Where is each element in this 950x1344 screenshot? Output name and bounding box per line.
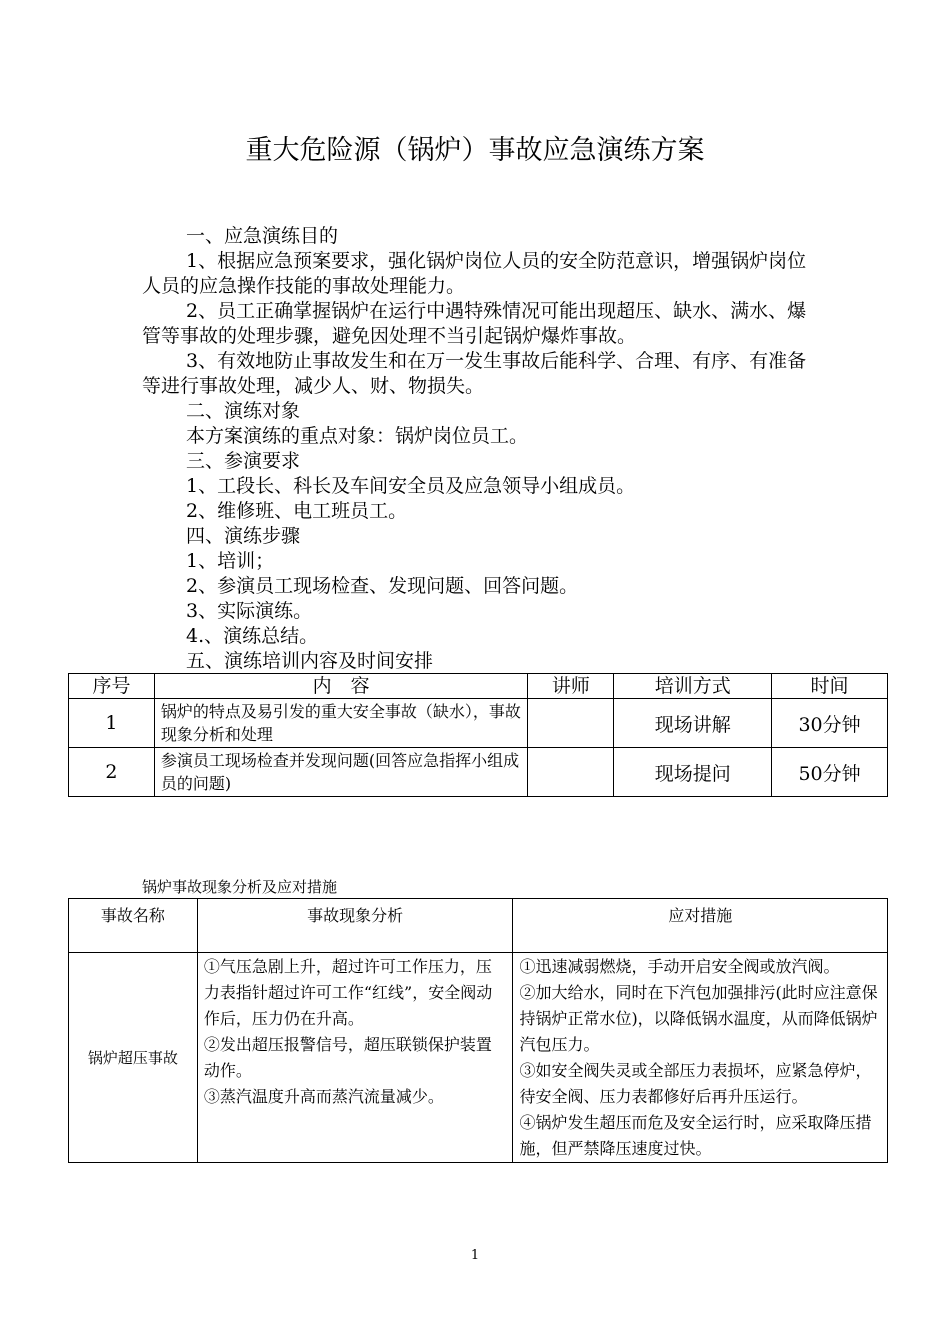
header-cell: 应对措施 (513, 899, 888, 953)
lecturer (528, 699, 614, 748)
paragraph: 2、员工正确掌握锅炉在运行中遇特殊情况可能出现超压、缺水、满水、爆管等事故的处理步骤，避免因处理不当引起锅炉爆炸事故。 (142, 300, 807, 347)
header-cell: 内 容 (154, 674, 528, 699)
accident-analysis-table (68, 898, 888, 1163)
section-heading: 一、应急演练目的 (186, 225, 339, 247)
paragraph: 1、根据应急预案要求，强化锅炉岗位人员的安全防范意识，增强锅炉岗位人员的应急操作技能的事故处理能力。 (142, 250, 807, 297)
phenomenon-item: ②发出超压报警信号，超压联锁保护装置动作。 (203, 1035, 492, 1080)
table-header-row (69, 674, 888, 699)
analysis-table-caption: 锅炉事故现象分析及应对措施 (142, 878, 338, 896)
measures-cell (513, 953, 888, 1163)
table-header-row (69, 899, 888, 953)
page-number: 1 (470, 1248, 480, 1263)
measure-item: ④锅炉发生超压而危及安全运行时，应采取降压措施，但严禁降压速度过快。 (519, 1113, 872, 1158)
phenomenon-item: ③蒸汽温度升高而蒸汽流量减少。 (203, 1087, 444, 1106)
document-title: 重大危险源（锅炉）事故应急演练方案 (245, 135, 705, 166)
section-heading: 四、演练步骤 (186, 525, 301, 547)
measure-item: ②加大给水，同时在下汽包加强排污(此时应注意保持锅炉正常水位)，以降低锅水温度，从而降低锅炉汽包压力。 (519, 983, 878, 1054)
header-cell: 培训方式 (614, 674, 772, 699)
accident-name: 锅炉超压事故 (69, 953, 198, 1163)
paragraph: 3、实际演练。 (186, 600, 313, 622)
training-content: 参演员工现场检查并发现问题(回答应急指挥小组成员的问题) (154, 748, 528, 797)
paragraph: 1、工段长、科长及车间安全员及应急领导小组成员。 (186, 475, 636, 497)
row-number: 2 (69, 748, 155, 797)
paragraph: 2、维修班、电工班员工。 (186, 500, 408, 522)
header-cell: 序号 (69, 674, 155, 699)
section-heading: 五、演练培训内容及时间安排 (186, 650, 434, 672)
section-heading: 二、演练对象 (186, 400, 301, 422)
paragraph: 4.、演练总结。 (186, 625, 319, 647)
phenomena-cell (197, 953, 513, 1163)
header-cell: 事故现象分析 (197, 899, 513, 953)
training-content: 锅炉的特点及易引发的重大安全事故（缺水），事故现象分析和处理 (154, 699, 528, 748)
table-row (69, 748, 888, 797)
lecturer (528, 748, 614, 797)
training-time: 50分钟 (772, 748, 888, 797)
training-time: 30分钟 (772, 699, 888, 748)
header-cell: 时间 (772, 674, 888, 699)
measure-item: ③如安全阀失灵或全部压力表损坏，应紧急停炉，待安全阀、压力表都修好后再升压运行。 (519, 1061, 872, 1106)
paragraph: 本方案演练的重点对象：锅炉岗位员工。 (186, 425, 529, 447)
header-cell: 事故名称 (69, 899, 198, 953)
measure-item: ①迅速减弱燃烧，手动开启安全阀或放汽阀。 (519, 957, 840, 976)
document-body (142, 224, 822, 674)
training-method: 现场提问 (614, 748, 772, 797)
header-cell: 讲师 (528, 674, 614, 699)
paragraph: 1、培训； (186, 550, 275, 572)
training-schedule-table (68, 673, 888, 797)
paragraph: 2、参演员工现场检查、发现问题、回答问题。 (186, 575, 579, 597)
phenomenon-item: ①气压急剧上升，超过许可工作压力，压力表指针超过许可工作“红线”，安全阀动作后，压力仍在升高。 (203, 957, 493, 1028)
section-heading: 三、参演要求 (186, 450, 301, 472)
table-row (69, 699, 888, 748)
table-row (69, 953, 888, 1163)
training-method: 现场讲解 (614, 699, 772, 748)
row-number: 1 (69, 699, 155, 748)
paragraph: 3、有效地防止事故发生和在万一发生事故后能科学、合理、有序、有准备等进行事故处理，减少人、财、物损失。 (142, 350, 807, 397)
